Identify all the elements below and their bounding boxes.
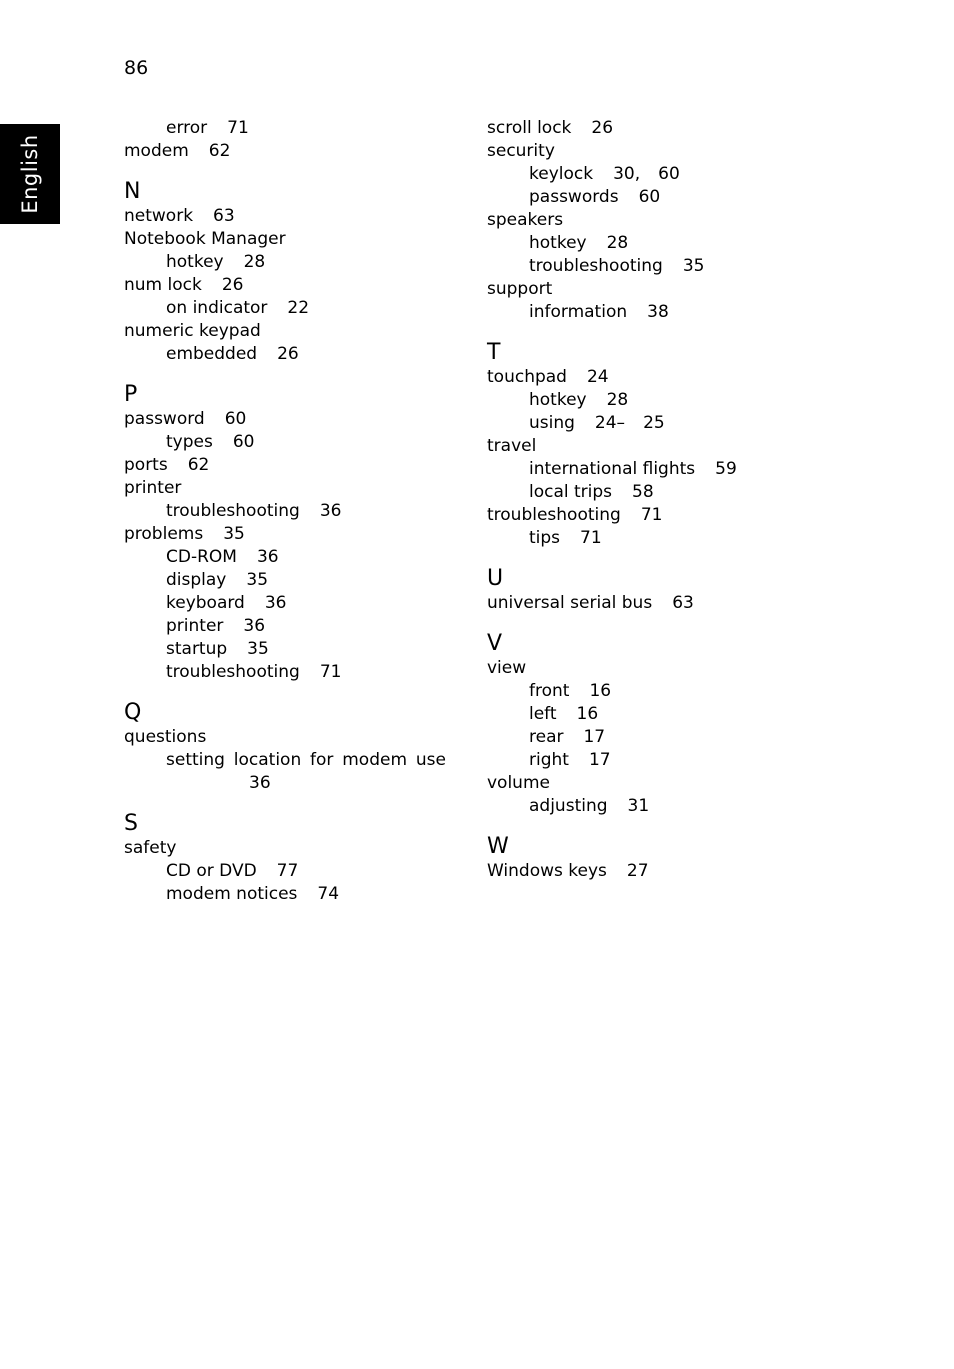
page-reference: 24– xyxy=(594,413,626,433)
index-entry xyxy=(124,523,464,546)
page-reference: 16 xyxy=(576,704,599,724)
index-letter-heading: T xyxy=(487,340,501,365)
index-term: numeric keypad xyxy=(124,321,261,341)
index-term: security xyxy=(487,141,555,161)
index-subentry xyxy=(124,546,464,569)
page-reference: 63 xyxy=(213,206,235,226)
index-term: right xyxy=(529,750,569,770)
index-subentry xyxy=(124,661,464,684)
index-subentry xyxy=(487,255,817,278)
page-reference: 60 xyxy=(232,432,255,452)
index-subentry xyxy=(124,569,464,592)
page-reference: 25 xyxy=(643,413,665,433)
index-term: adjusting xyxy=(529,796,608,816)
page-reference: 35 xyxy=(682,256,705,276)
index-entry xyxy=(124,320,464,343)
index-term: 36 xyxy=(249,773,271,793)
page-reference: 38 xyxy=(647,302,669,322)
index-subentry xyxy=(487,527,817,550)
index-subentry xyxy=(124,615,464,638)
index-term: information xyxy=(529,302,628,322)
index-term: universal serial bus xyxy=(487,593,653,613)
index-letter-heading: P xyxy=(124,382,138,407)
index-term: touchpad xyxy=(487,367,567,387)
index-entry xyxy=(124,454,464,477)
page-reference: 17 xyxy=(583,727,606,747)
index-subentry xyxy=(124,251,464,274)
index-term: printer xyxy=(124,478,182,498)
page-reference: 16 xyxy=(589,681,612,701)
page-reference: 60 xyxy=(658,164,680,184)
page-reference: 28 xyxy=(606,233,629,253)
index-column-right xyxy=(487,117,817,883)
index-term: view xyxy=(487,658,527,678)
page-reference: 71 xyxy=(640,505,663,525)
index-term: on indicator xyxy=(166,298,268,318)
page-reference: 58 xyxy=(632,482,654,502)
language-tab xyxy=(0,124,60,224)
index-entry xyxy=(487,209,817,232)
index-term: keyboard xyxy=(166,593,245,613)
page-reference: 71 xyxy=(580,528,602,548)
index-term: num lock xyxy=(124,275,202,295)
index-term: troubleshooting xyxy=(487,505,621,525)
index-term: troubleshooting xyxy=(166,501,300,521)
index-entry xyxy=(124,205,464,228)
index-term: types xyxy=(166,432,213,452)
page-reference: 59 xyxy=(715,459,737,479)
index-subentry xyxy=(487,412,817,435)
index-term: embedded xyxy=(166,344,258,364)
page-reference: 27 xyxy=(626,861,649,881)
index-term: ports xyxy=(124,455,168,475)
index-entry xyxy=(487,504,817,527)
index-term: setting location for modem use xyxy=(166,750,446,770)
page-reference: 36 xyxy=(256,547,279,567)
index-term: volume xyxy=(487,773,550,793)
page-reference: 17 xyxy=(588,750,611,770)
page-reference: 26 xyxy=(277,344,299,364)
index-term: troubleshooting xyxy=(166,662,300,682)
index-term: hotkey xyxy=(166,252,224,272)
index-entry xyxy=(487,117,817,140)
index-letter-heading: W xyxy=(487,834,509,859)
index-column-left xyxy=(124,117,464,906)
index-entry xyxy=(487,366,817,389)
page-reference: 71 xyxy=(319,662,342,682)
page-reference: 26 xyxy=(591,118,614,138)
page-reference: 26 xyxy=(221,275,244,295)
index-term: error xyxy=(166,118,208,138)
index-subentry xyxy=(487,726,817,749)
index-term: support xyxy=(487,279,553,299)
index-entry xyxy=(487,772,817,795)
page-reference: 77 xyxy=(276,861,299,881)
index-term: questions xyxy=(124,727,207,747)
index-entry xyxy=(487,435,817,458)
page-reference: 31 xyxy=(627,796,650,816)
page-reference: 36 xyxy=(243,616,266,636)
page-reference: 60 xyxy=(224,409,247,429)
index-letter-heading: V xyxy=(487,631,503,656)
index-term: troubleshooting xyxy=(529,256,663,276)
index-term: keylock xyxy=(529,164,594,184)
index-term: printer xyxy=(166,616,224,636)
page-reference: 62 xyxy=(208,141,231,161)
index-term: safety xyxy=(124,838,177,858)
index-letter-heading: U xyxy=(487,566,504,591)
index-subentry xyxy=(487,389,817,412)
page-reference: 35 xyxy=(246,570,269,590)
page-reference: 36 xyxy=(319,501,342,521)
index-term: scroll lock xyxy=(487,118,572,138)
page-reference: 22 xyxy=(287,298,310,318)
index-entry xyxy=(487,278,817,301)
index-entry xyxy=(124,140,464,163)
index-term: hotkey xyxy=(529,390,587,410)
index-subentry xyxy=(124,431,464,454)
index-term: network xyxy=(124,206,194,226)
page-reference: 62 xyxy=(187,455,210,475)
index-term: password xyxy=(124,409,205,429)
index-subentry xyxy=(487,458,817,481)
index-entry xyxy=(487,860,817,883)
page-reference: 35 xyxy=(223,524,245,544)
index-entry xyxy=(124,408,464,431)
index-term: display xyxy=(166,570,227,590)
index-subentry xyxy=(124,860,464,883)
index-term: Windows keys xyxy=(487,861,607,881)
index-letter-heading: S xyxy=(124,811,138,836)
page-reference: 60 xyxy=(638,187,661,207)
index-subentry xyxy=(124,500,464,523)
index-entry xyxy=(124,228,464,251)
index-entry xyxy=(124,726,464,749)
page-reference: 28 xyxy=(243,252,266,272)
index-subentry xyxy=(124,343,464,366)
index-entry xyxy=(124,477,464,500)
index-term: CD-ROM xyxy=(166,547,237,567)
index-term: problems xyxy=(124,524,204,544)
index-subentry xyxy=(487,481,817,504)
language-tab-label: English xyxy=(18,134,42,214)
page-number: 86 xyxy=(124,57,149,79)
page-reference: 28 xyxy=(606,390,629,410)
index-subentry xyxy=(487,795,817,818)
index-entry xyxy=(124,837,464,860)
index-subentry xyxy=(487,163,817,186)
index-entry xyxy=(487,140,817,163)
index-subentry xyxy=(124,749,464,772)
index-subentry xyxy=(124,592,464,615)
index-term: modem notices xyxy=(166,884,298,904)
index-term: passwords xyxy=(529,187,619,207)
index-term: using xyxy=(529,413,575,433)
page-reference: 74 xyxy=(317,884,340,904)
index-subentry xyxy=(124,117,464,140)
index-term: CD or DVD xyxy=(166,861,257,881)
index-subentry xyxy=(487,301,817,324)
page-reference: 30, xyxy=(613,164,641,184)
index-subentry xyxy=(124,883,464,906)
index-letter-heading: N xyxy=(124,179,141,204)
page-reference: 24 xyxy=(586,367,609,387)
index-term: international flights xyxy=(529,459,696,479)
page-reference: 36 xyxy=(264,593,287,613)
index-term: speakers xyxy=(487,210,564,230)
index-entry xyxy=(487,592,817,615)
index-term: Notebook Manager xyxy=(124,229,286,249)
index-entry xyxy=(487,657,817,680)
page-reference: 63 xyxy=(672,593,694,613)
index-subentry xyxy=(487,680,817,703)
index-subentry xyxy=(124,297,464,320)
index-term: hotkey xyxy=(529,233,587,253)
index-subentry xyxy=(487,232,817,255)
index-subentry xyxy=(124,772,464,795)
index-term: startup xyxy=(166,639,228,659)
index-term: front xyxy=(529,681,570,701)
index-subentry xyxy=(487,703,817,726)
index-letter-heading: Q xyxy=(124,700,142,725)
index-term: modem xyxy=(124,141,189,161)
index-term: local trips xyxy=(529,482,613,502)
index-entry xyxy=(124,274,464,297)
index-term: travel xyxy=(487,436,537,456)
page-reference: 71 xyxy=(227,118,249,138)
index-subentry xyxy=(487,749,817,772)
index-term: rear xyxy=(529,727,564,747)
page-reference: 35 xyxy=(247,639,269,659)
index-subentry xyxy=(487,186,817,209)
index-term: tips xyxy=(529,528,561,548)
index-subentry xyxy=(124,638,464,661)
index-term: left xyxy=(529,704,557,724)
